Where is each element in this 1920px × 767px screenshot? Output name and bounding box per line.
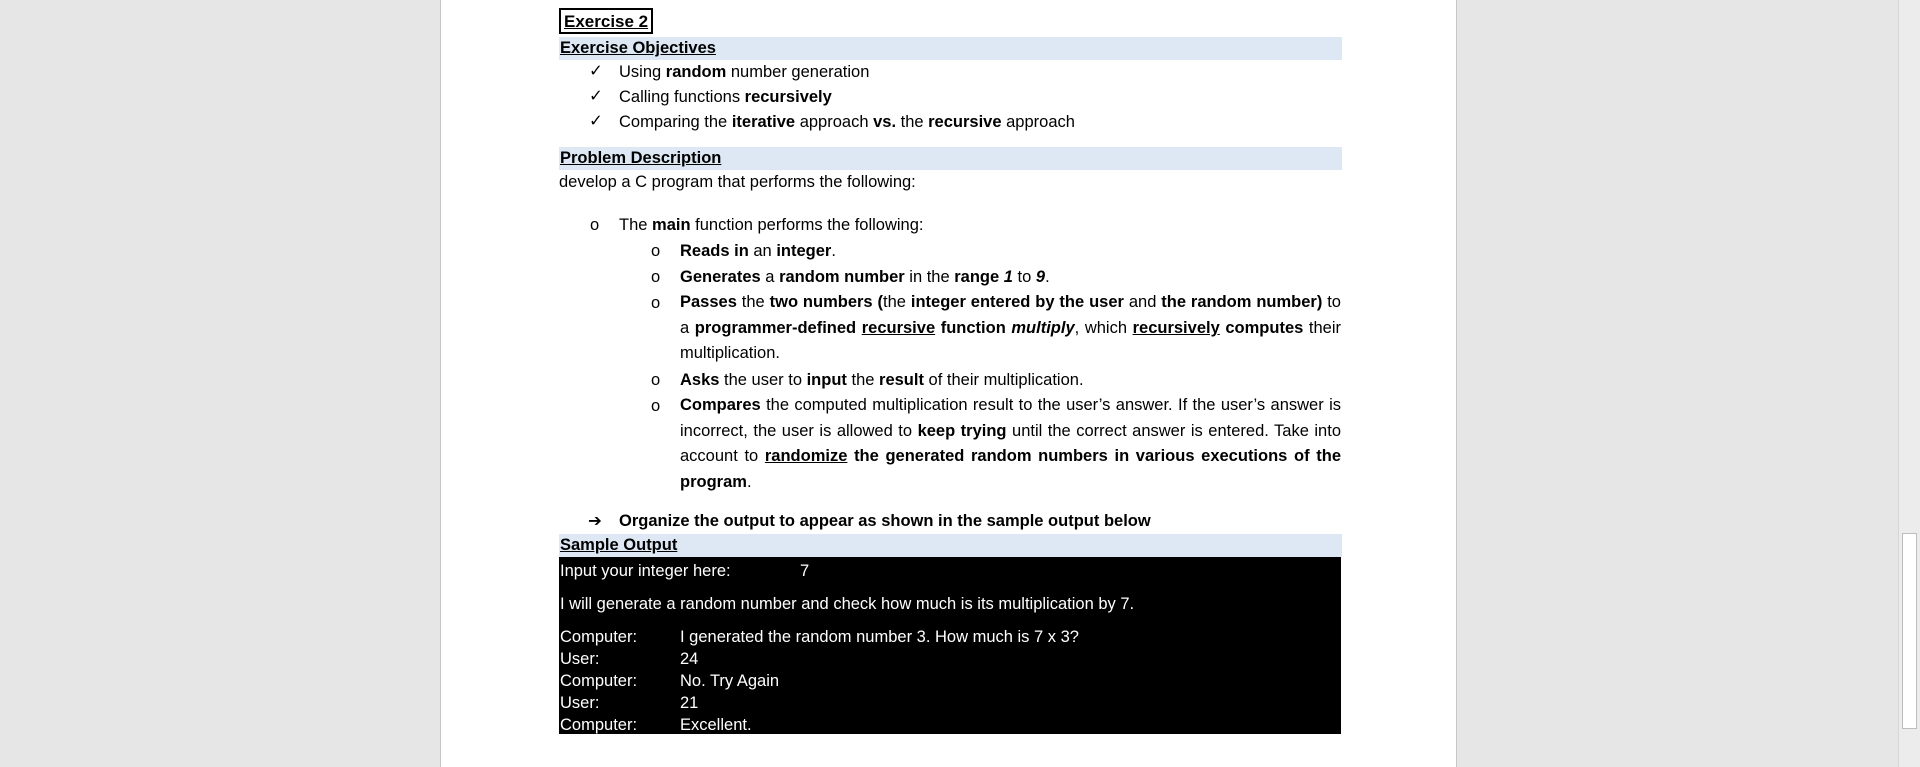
console-announce: I will generate a random number and check how much is its multiplication by 7. (560, 595, 1135, 613)
console-speaker: Computer: (560, 672, 638, 690)
scrollbar-thumb[interactable] (1902, 533, 1917, 729)
step-compare: Compares the computed multiplication result to the user’s answer. If the user’s answer is incorrect, the user is allowed to keep trying until the correct answer is entered. Take into account to randomize the generated random numbers in various executions of the program. (680, 396, 1341, 492)
arrow-right-icon: ➔ (588, 512, 602, 530)
console-prompt-value: 7 (800, 562, 810, 580)
main-function-line: The main function performs the following: (619, 216, 924, 234)
console-message: I generated the random number 3. How much is 7 x 3? (680, 628, 1079, 646)
organize-note: Organize the output to appear as shown in the sample output below (619, 512, 1151, 530)
objective-item: Calling functions recursively (619, 88, 832, 106)
checkmark-icon: ✓ (589, 62, 603, 80)
circle-bullet-icon: o (651, 371, 661, 389)
objectives-heading: Exercise Objectives (559, 37, 1342, 60)
circle-bullet-icon: o (651, 242, 661, 260)
console-message: No. Try Again (680, 672, 780, 690)
console-speaker: User: (560, 694, 600, 712)
sample-output-console (559, 557, 1341, 734)
objective-item: Using random number generation (619, 63, 870, 81)
vertical-scrollbar[interactable] (1898, 0, 1920, 767)
step-pass-numbers: Passes the two numbers (the integer entered by the user and the random number) to a programmer-defined recursive function multiply, which recursively computes their multiplication. (680, 293, 1341, 363)
sample-output-heading: Sample Output (559, 534, 1342, 557)
console-message: 24 (680, 650, 699, 668)
circle-bullet-icon: o (651, 268, 661, 286)
problem-heading: Problem Description (559, 147, 1342, 170)
console-message: 21 (680, 694, 699, 712)
console-prompt-label: Input your integer here: (560, 562, 731, 580)
circle-bullet-icon: o (651, 397, 661, 415)
objective-item: Comparing the iterative approach vs. the recursive approach (619, 113, 1075, 131)
console-speaker: User: (560, 650, 600, 668)
problem-intro: develop a C program that performs the following: (559, 173, 916, 191)
console-speaker: Computer: (560, 716, 638, 734)
step-read-integer: Reads in an integer. (680, 242, 836, 260)
step-ask-result: Asks the user to input the result of their multiplication. (680, 371, 1084, 389)
console-speaker: Computer: (560, 628, 638, 646)
circle-bullet-icon: o (590, 216, 600, 234)
exercise-title: Exercise 2 (559, 8, 653, 34)
console-message: Excellent. (680, 716, 752, 734)
step-generate-random: Generates a random number in the range 1 to 9. (680, 268, 1050, 286)
checkmark-icon: ✓ (589, 112, 603, 130)
checkmark-icon: ✓ (589, 87, 603, 105)
circle-bullet-icon: o (651, 294, 661, 312)
document-page (440, 0, 1457, 767)
